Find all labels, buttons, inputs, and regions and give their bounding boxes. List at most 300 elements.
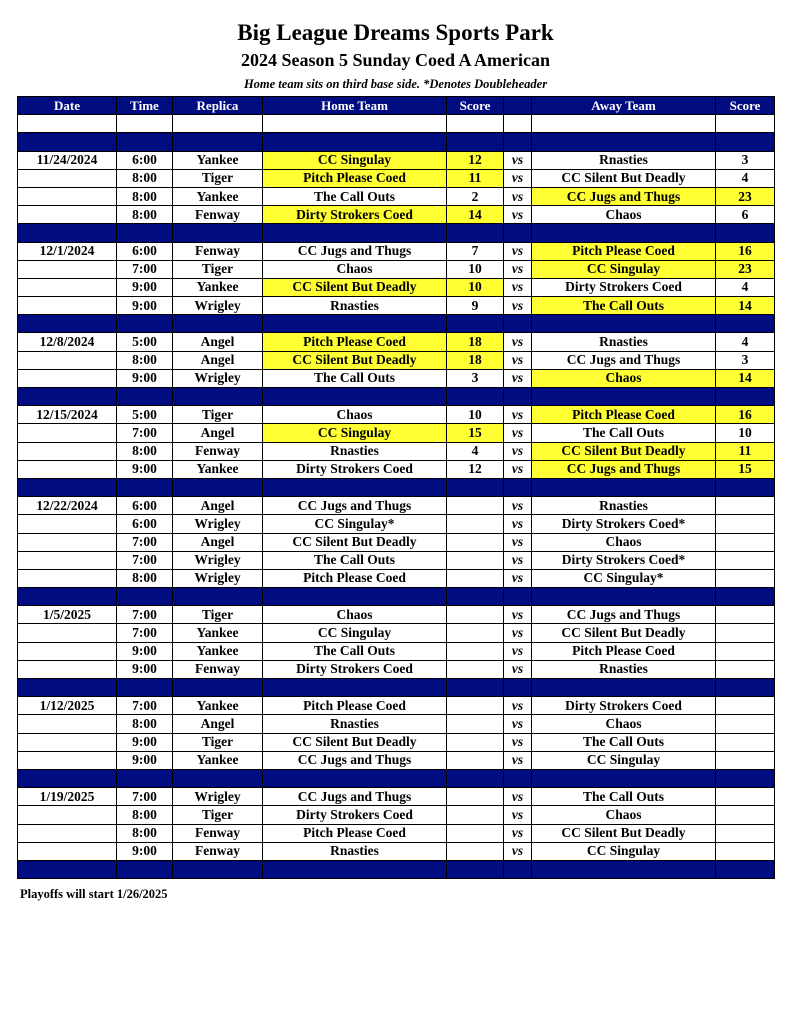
replica-cell: Wrigley: [173, 369, 263, 387]
replica-cell: Wrigley: [173, 569, 263, 587]
away-team-cell: Chaos: [532, 806, 716, 824]
vs-label: vs: [504, 460, 532, 478]
date-cell: 11/24/2024: [18, 151, 117, 169]
time-cell: 9:00: [117, 460, 173, 478]
vs-label: vs: [504, 569, 532, 587]
replica-cell: Fenway: [173, 206, 263, 224]
time-cell: 6:00: [117, 515, 173, 533]
time-cell: 9:00: [117, 278, 173, 296]
away-score-cell: 4: [716, 169, 775, 187]
vs-label: vs: [504, 351, 532, 369]
empty-cell: [447, 478, 504, 496]
away-score-cell: 11: [716, 442, 775, 460]
empty-cell: [18, 115, 117, 133]
home-score-cell: 14: [447, 206, 504, 224]
replica-cell: Wrigley: [173, 515, 263, 533]
empty-cell: [716, 315, 775, 333]
away-team-cell: Chaos: [532, 715, 716, 733]
col-header-time: Time: [117, 97, 173, 115]
home-team-cell: The Call Outs: [263, 187, 447, 205]
empty-date-cell: [18, 569, 117, 587]
week-separator-row: [18, 388, 775, 406]
vs-label: vs: [504, 424, 532, 442]
empty-cell: [173, 115, 263, 133]
home-score-cell: 12: [447, 151, 504, 169]
empty-cell: [504, 315, 532, 333]
empty-cell: [447, 115, 504, 133]
away-team-cell: CC Jugs and Thugs: [532, 606, 716, 624]
game-row: [18, 297, 775, 315]
home-score-cell: [447, 824, 504, 842]
home-team-cell: Rnasties: [263, 297, 447, 315]
vs-label: vs: [504, 788, 532, 806]
away-team-cell: Pitch Please Coed: [532, 406, 716, 424]
game-row: [18, 642, 775, 660]
home-team-cell: Chaos: [263, 406, 447, 424]
home-score-cell: [447, 715, 504, 733]
away-score-cell: [716, 788, 775, 806]
home-score-cell: [447, 569, 504, 587]
time-cell: 8:00: [117, 806, 173, 824]
game-row: [18, 278, 775, 296]
away-score-cell: [716, 660, 775, 678]
away-team-cell: Pitch Please Coed: [532, 642, 716, 660]
home-score-cell: 9: [447, 297, 504, 315]
time-cell: 9:00: [117, 297, 173, 315]
empty-cell: [263, 679, 447, 697]
empty-cell: [117, 860, 173, 878]
replica-cell: Tiger: [173, 806, 263, 824]
replica-cell: Fenway: [173, 842, 263, 860]
game-row: [18, 442, 775, 460]
vs-label: vs: [504, 497, 532, 515]
time-cell: 5:00: [117, 406, 173, 424]
game-row: [18, 351, 775, 369]
home-score-cell: [447, 806, 504, 824]
time-cell: 8:00: [117, 442, 173, 460]
empty-cell: [117, 133, 173, 151]
away-team-cell: CC Singulay: [532, 842, 716, 860]
away-score-cell: [716, 715, 775, 733]
home-team-cell: Dirty Strokers Coed: [263, 460, 447, 478]
empty-cell: [117, 224, 173, 242]
week-separator-row: [18, 860, 775, 878]
date-cell: 1/12/2025: [18, 697, 117, 715]
game-row: [18, 497, 775, 515]
replica-cell: Angel: [173, 351, 263, 369]
schedule-body: [18, 115, 775, 879]
home-team-cell: CC Jugs and Thugs: [263, 497, 447, 515]
home-score-cell: 7: [447, 242, 504, 260]
away-score-cell: [716, 806, 775, 824]
empty-cell: [716, 478, 775, 496]
replica-cell: Tiger: [173, 406, 263, 424]
empty-cell: [504, 115, 532, 133]
home-score-cell: [447, 606, 504, 624]
away-team-cell: The Call Outs: [532, 297, 716, 315]
week-separator-row: [18, 315, 775, 333]
away-score-cell: [716, 533, 775, 551]
col-header-vs: [504, 97, 532, 115]
empty-cell: [18, 224, 117, 242]
empty-cell: [532, 478, 716, 496]
away-team-cell: Rnasties: [532, 333, 716, 351]
home-team-cell: CC Silent But Deadly: [263, 533, 447, 551]
game-row: [18, 697, 775, 715]
replica-cell: Angel: [173, 497, 263, 515]
home-team-cell: Dirty Strokers Coed: [263, 806, 447, 824]
away-score-cell: [716, 497, 775, 515]
away-team-cell: CC Singulay*: [532, 569, 716, 587]
empty-cell: [532, 860, 716, 878]
time-cell: 6:00: [117, 242, 173, 260]
home-score-cell: [447, 660, 504, 678]
empty-date-cell: [18, 551, 117, 569]
empty-cell: [117, 588, 173, 606]
game-row: [18, 660, 775, 678]
empty-cell: [504, 679, 532, 697]
home-score-cell: [447, 515, 504, 533]
vs-label: vs: [504, 151, 532, 169]
time-cell: 7:00: [117, 533, 173, 551]
page-subtitle: 2024 Season 5 Sunday Coed A American: [240, 50, 551, 70]
empty-cell: [18, 133, 117, 151]
empty-cell: [173, 388, 263, 406]
vs-label: vs: [504, 624, 532, 642]
game-row: [18, 260, 775, 278]
vs-label: vs: [504, 260, 532, 278]
time-cell: 7:00: [117, 624, 173, 642]
game-row: [18, 333, 775, 351]
empty-date-cell: [18, 442, 117, 460]
home-team-cell: CC Singulay: [263, 151, 447, 169]
empty-cell: [117, 315, 173, 333]
home-team-cell: CC Silent But Deadly: [263, 733, 447, 751]
away-team-cell: CC Silent But Deadly: [532, 442, 716, 460]
vs-label: vs: [504, 842, 532, 860]
away-score-cell: [716, 551, 775, 569]
home-team-cell: CC Silent But Deadly: [263, 278, 447, 296]
empty-date-cell: [18, 642, 117, 660]
date-cell: 12/1/2024: [18, 242, 117, 260]
empty-cell: [18, 588, 117, 606]
vs-label: vs: [504, 369, 532, 387]
away-team-cell: Dirty Strokers Coed*: [532, 551, 716, 569]
empty-date-cell: [18, 515, 117, 533]
game-row: [18, 169, 775, 187]
time-cell: 8:00: [117, 169, 173, 187]
home-score-cell: [447, 533, 504, 551]
away-score-cell: [716, 624, 775, 642]
empty-date-cell: [18, 169, 117, 187]
page-title: Big League Dreams Sports Park: [237, 20, 554, 45]
away-score-cell: 4: [716, 278, 775, 296]
vs-label: vs: [504, 187, 532, 205]
empty-cell: [532, 133, 716, 151]
time-cell: 9:00: [117, 642, 173, 660]
empty-cell: [18, 388, 117, 406]
empty-cell: [18, 769, 117, 787]
empty-cell: [447, 588, 504, 606]
footer-note: Playoffs will start 1/26/2025: [20, 887, 168, 901]
empty-cell: [532, 224, 716, 242]
game-row: [18, 624, 775, 642]
vs-label: vs: [504, 824, 532, 842]
time-cell: 7:00: [117, 424, 173, 442]
empty-date-cell: [18, 278, 117, 296]
away-score-cell: [716, 697, 775, 715]
empty-cell: [263, 769, 447, 787]
empty-cell: [532, 588, 716, 606]
away-team-cell: The Call Outs: [532, 788, 716, 806]
home-team-cell: Dirty Strokers Coed: [263, 660, 447, 678]
replica-cell: Yankee: [173, 642, 263, 660]
replica-cell: Fenway: [173, 824, 263, 842]
vs-label: vs: [504, 242, 532, 260]
empty-cell: [532, 115, 716, 133]
replica-cell: Angel: [173, 333, 263, 351]
game-row: [18, 842, 775, 860]
week-separator-row: [18, 679, 775, 697]
empty-cell: [532, 769, 716, 787]
empty-cell: [532, 315, 716, 333]
home-score-cell: 12: [447, 460, 504, 478]
empty-cell: [263, 133, 447, 151]
week-separator-row: [18, 224, 775, 242]
time-cell: 8:00: [117, 187, 173, 205]
away-score-cell: [716, 569, 775, 587]
col-header-home-team: Home Team: [263, 97, 447, 115]
home-team-cell: The Call Outs: [263, 642, 447, 660]
replica-cell: Angel: [173, 424, 263, 442]
away-score-cell: 3: [716, 351, 775, 369]
game-row: [18, 606, 775, 624]
empty-cell: [263, 478, 447, 496]
empty-cell: [504, 224, 532, 242]
away-score-cell: 14: [716, 369, 775, 387]
schedule-table: [17, 96, 775, 879]
game-row: [18, 406, 775, 424]
empty-cell: [447, 315, 504, 333]
away-team-cell: CC Silent But Deadly: [532, 169, 716, 187]
empty-cell: [504, 860, 532, 878]
empty-cell: [447, 388, 504, 406]
empty-cell: [716, 388, 775, 406]
away-score-cell: [716, 842, 775, 860]
empty-cell: [263, 115, 447, 133]
replica-cell: Yankee: [173, 151, 263, 169]
time-cell: 6:00: [117, 497, 173, 515]
empty-cell: [173, 860, 263, 878]
away-score-cell: 6: [716, 206, 775, 224]
home-team-cell: CC Singulay: [263, 624, 447, 642]
game-row: [18, 460, 775, 478]
empty-date-cell: [18, 533, 117, 551]
empty-cell: [173, 133, 263, 151]
time-cell: 7:00: [117, 697, 173, 715]
away-team-cell: CC Silent But Deadly: [532, 624, 716, 642]
col-header-date: Date: [18, 97, 117, 115]
empty-cell: [447, 133, 504, 151]
game-row: [18, 369, 775, 387]
away-team-cell: Rnasties: [532, 660, 716, 678]
vs-label: vs: [504, 515, 532, 533]
empty-date-cell: [18, 351, 117, 369]
home-score-cell: [447, 733, 504, 751]
empty-cell: [716, 860, 775, 878]
vs-label: vs: [504, 533, 532, 551]
header-row: [18, 97, 775, 115]
vs-label: vs: [504, 206, 532, 224]
home-team-cell: Rnasties: [263, 715, 447, 733]
empty-cell: [263, 224, 447, 242]
empty-cell: [504, 478, 532, 496]
week-separator-row: [18, 133, 775, 151]
replica-cell: Fenway: [173, 442, 263, 460]
away-team-cell: Rnasties: [532, 151, 716, 169]
empty-cell: [117, 388, 173, 406]
home-score-cell: [447, 788, 504, 806]
time-cell: 8:00: [117, 824, 173, 842]
vs-label: vs: [504, 297, 532, 315]
home-score-cell: 3: [447, 369, 504, 387]
replica-cell: Tiger: [173, 260, 263, 278]
replica-cell: Yankee: [173, 697, 263, 715]
empty-date-cell: [18, 460, 117, 478]
home-score-cell: [447, 497, 504, 515]
game-row: [18, 551, 775, 569]
empty-date-cell: [18, 297, 117, 315]
game-row: [18, 515, 775, 533]
empty-cell: [263, 860, 447, 878]
replica-cell: Tiger: [173, 606, 263, 624]
replica-cell: Tiger: [173, 733, 263, 751]
replica-cell: Yankee: [173, 751, 263, 769]
away-score-cell: 23: [716, 187, 775, 205]
empty-cell: [504, 769, 532, 787]
home-team-cell: Dirty Strokers Coed: [263, 206, 447, 224]
home-team-cell: CC Jugs and Thugs: [263, 788, 447, 806]
vs-label: vs: [504, 551, 532, 569]
away-score-cell: [716, 824, 775, 842]
game-row: [18, 206, 775, 224]
empty-date-cell: [18, 806, 117, 824]
empty-date-cell: [18, 751, 117, 769]
empty-cell: [173, 769, 263, 787]
vs-label: vs: [504, 606, 532, 624]
away-score-cell: [716, 515, 775, 533]
empty-date-cell: [18, 624, 117, 642]
empty-cell: [18, 478, 117, 496]
game-row: [18, 424, 775, 442]
game-row: [18, 788, 775, 806]
empty-date-cell: [18, 424, 117, 442]
empty-cell: [447, 769, 504, 787]
vs-label: vs: [504, 169, 532, 187]
home-team-cell: Rnasties: [263, 842, 447, 860]
time-cell: 9:00: [117, 751, 173, 769]
away-team-cell: CC Jugs and Thugs: [532, 187, 716, 205]
away-team-cell: CC Silent But Deadly: [532, 824, 716, 842]
home-score-cell: [447, 751, 504, 769]
time-cell: 8:00: [117, 569, 173, 587]
home-score-cell: 10: [447, 406, 504, 424]
col-header-away-team: Away Team: [532, 97, 716, 115]
replica-cell: Angel: [173, 533, 263, 551]
week-separator-row: [18, 478, 775, 496]
home-score-cell: 18: [447, 351, 504, 369]
week-separator-row: [18, 588, 775, 606]
empty-cell: [447, 679, 504, 697]
home-score-cell: 11: [447, 169, 504, 187]
away-team-cell: Rnasties: [532, 497, 716, 515]
home-score-cell: [447, 697, 504, 715]
empty-date-cell: [18, 260, 117, 278]
time-cell: 7:00: [117, 260, 173, 278]
away-team-cell: Chaos: [532, 206, 716, 224]
empty-cell: [18, 679, 117, 697]
time-cell: 9:00: [117, 369, 173, 387]
empty-cell: [504, 133, 532, 151]
vs-label: vs: [504, 733, 532, 751]
away-team-cell: The Call Outs: [532, 733, 716, 751]
header-note: Home team sits on third base side. *Denotes Doubleheader: [243, 77, 548, 91]
away-team-cell: Chaos: [532, 533, 716, 551]
away-score-cell: 3: [716, 151, 775, 169]
home-score-cell: 4: [447, 442, 504, 460]
away-score-cell: 15: [716, 460, 775, 478]
col-header-away-score: Score: [716, 97, 775, 115]
empty-cell: [716, 769, 775, 787]
home-score-cell: [447, 551, 504, 569]
empty-cell: [716, 115, 775, 133]
time-cell: 9:00: [117, 660, 173, 678]
week-separator-row: [18, 769, 775, 787]
empty-cell: [18, 860, 117, 878]
home-score-cell: [447, 642, 504, 660]
game-row: [18, 242, 775, 260]
game-row: [18, 751, 775, 769]
empty-cell: [447, 224, 504, 242]
away-score-cell: 16: [716, 406, 775, 424]
empty-date-cell: [18, 842, 117, 860]
empty-cell: [117, 769, 173, 787]
replica-cell: Wrigley: [173, 551, 263, 569]
vs-label: vs: [504, 660, 532, 678]
replica-cell: Wrigley: [173, 297, 263, 315]
replica-cell: Yankee: [173, 624, 263, 642]
home-score-cell: [447, 842, 504, 860]
away-score-cell: [716, 751, 775, 769]
empty-cell: [18, 315, 117, 333]
empty-date-cell: [18, 206, 117, 224]
home-score-cell: 15: [447, 424, 504, 442]
home-team-cell: Chaos: [263, 606, 447, 624]
blank-row: [18, 115, 775, 133]
home-score-cell: [447, 624, 504, 642]
home-team-cell: The Call Outs: [263, 369, 447, 387]
empty-date-cell: [18, 369, 117, 387]
empty-cell: [173, 478, 263, 496]
away-score-cell: 23: [716, 260, 775, 278]
home-team-cell: CC Jugs and Thugs: [263, 242, 447, 260]
vs-label: vs: [504, 278, 532, 296]
vs-label: vs: [504, 715, 532, 733]
home-score-cell: 2: [447, 187, 504, 205]
empty-date-cell: [18, 187, 117, 205]
empty-cell: [117, 478, 173, 496]
empty-cell: [716, 588, 775, 606]
